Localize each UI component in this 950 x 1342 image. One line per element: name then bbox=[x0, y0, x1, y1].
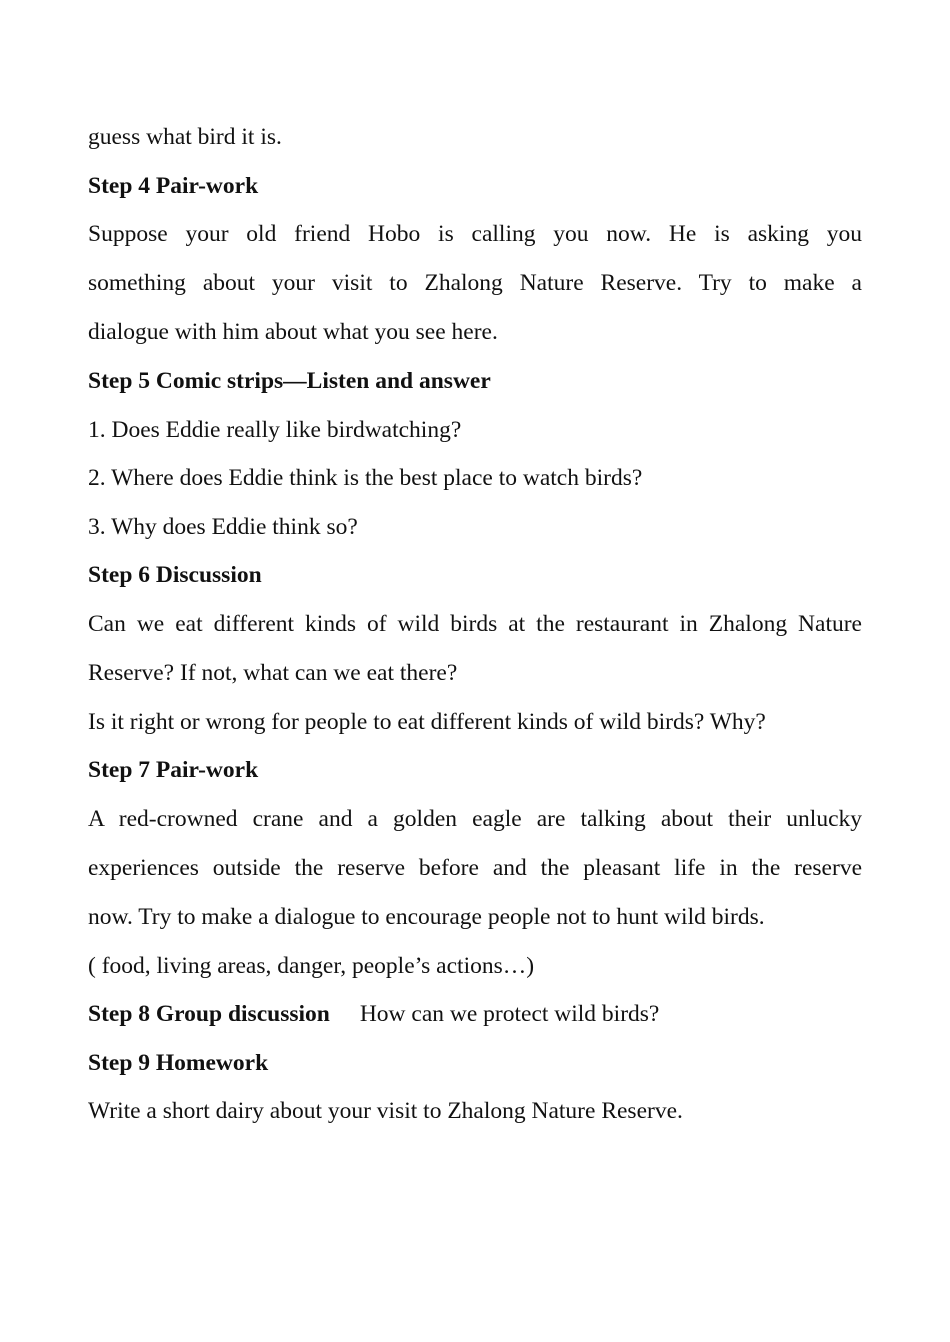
step4-heading: Step 4 Pair-work bbox=[88, 172, 259, 199]
step4-line-1: Suppose your old friend Hobo is calling you now. He is asking you bbox=[88, 221, 862, 247]
step5-question-1: 1. Does Eddie really like birdwatching? bbox=[88, 416, 462, 443]
step5-question-3: 3. Why does Eddie think so? bbox=[88, 513, 358, 540]
step6-line-1: Can we eat different kinds of wild birds at the restaurant in Zhalong Nature bbox=[88, 610, 862, 637]
step9-heading: Step 9 Homework bbox=[88, 1049, 269, 1076]
step6-heading: Step 6 Discussion bbox=[88, 562, 262, 588]
step6-line-2: Reserve? If not, what can we eat there? bbox=[88, 659, 458, 686]
step6-line-3: Is it right or wrong for people to eat different kinds of wild birds? Why? bbox=[88, 708, 766, 735]
step5-question-2: 2. Where does Eddie think is the best place to watch birds? bbox=[88, 465, 643, 491]
step7-line-1: A red-crowned crane and a golden eagle are talking about their unlucky bbox=[88, 805, 862, 832]
step4-line-2: something about your visit to Zhalong Nature Reserve. Try to make a bbox=[88, 270, 862, 296]
step8-question: How can we protect wild birds? bbox=[359, 1001, 660, 1027]
step6-paragraph bbox=[88, 604, 862, 702]
step7-line-2: experiences outside the reserve before and the pleasant life in the reserve bbox=[88, 854, 862, 881]
document-page bbox=[88, 117, 862, 1140]
step7-paragraph bbox=[88, 799, 862, 946]
step8-heading: Step 8 Group discussion bbox=[88, 1001, 330, 1027]
intro-tail-text: guess what bird it is. bbox=[88, 124, 282, 150]
step9-text: Write a short dairy about your visit to Zhalong Nature Reserve. bbox=[88, 1098, 683, 1124]
step4-paragraph bbox=[88, 214, 862, 361]
step7-heading: Step 7 Pair-work bbox=[88, 757, 259, 783]
step8-row bbox=[88, 994, 862, 1043]
step7-hints: ( food, living areas, danger, people’s actions…) bbox=[88, 952, 535, 979]
step5-heading: Step 5 Comic strips—Listen and answer bbox=[88, 368, 491, 394]
step4-line-3: dialogue with him about what you see here. bbox=[88, 319, 498, 345]
step7-line-3: now. Try to make a dialogue to encourage people not to hunt wild birds. bbox=[88, 903, 765, 930]
